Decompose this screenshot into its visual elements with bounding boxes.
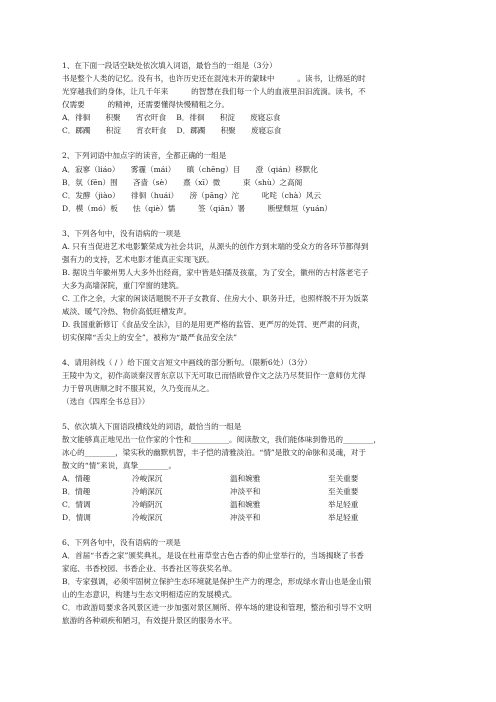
q3-line: 大多为高墙深院，重门窄窗的建筑。 [62,281,184,290]
q2-option: B．氛（fēn）围 吝啬（sè） 熹（xī）微 束（shù）之高阁 [62,178,303,187]
q5-line: 冰心的________，梁实秋的幽默机智，丰子恺的清雅淡泊。“情”是散文的命脉和灵魂，对于 [62,448,366,457]
q1-title: 1、在下面一段话空缺处依次填入词语，最恰当的一组是（3分） [62,61,277,70]
q5-line: 散文的“情”来说，真挚________。 [62,461,177,470]
q3-line: 强有力的支持，艺术电影才能真正实现飞跃。 [62,255,214,264]
q4-source: （选自《四库全书总目》） [62,397,150,406]
q3-line: D. 我国重新修订《食品安全法》，目的是用更严格的监管、更严厉的处罚、更严肃的问责， [62,320,365,329]
q5-title: 5、依次填入下面语段横线处的词语，最恰当的一组是 [62,422,242,431]
q6-line: 旅游的各种顽疾和陋习，有效提升景区的服务水平。 [62,616,237,625]
q6-line: 家庭、书香校园、书香企业、书香社区等获奖名单。 [62,564,237,573]
q3-line: 咸淡、暖气冷热、物价高低旺槽发声。 [62,307,192,316]
q2-title: 2、下列词语中加点字的读音，全都正确的一组是 [62,151,227,160]
q1-option: A．徘徊 积聚 宵衣旰食 B．徘徊 积淀 废寝忘食 [62,113,281,122]
q3-title: 3、下列各句中，没有语病的一项是 [62,229,181,238]
q3-line: 切实保障“舌尖上的安全”，被称为“最严食品安全法” [62,333,237,342]
q2-option: A．寂寥（liáo） 雾霾（mái） 瞋（chēng）目 澄（qián）移默化 [62,165,318,174]
q4-line: 王陵中为文，初作高谈秦汉晋东京以下无可取已而悟欧曾作文之法乃尽焚旧作一意师仿尤得 [62,371,366,380]
q5-option: A．情趣 冷峻深沉 温和婉雅 至关重要 [62,474,359,483]
q1-option: C．踯躅 积淀 宵衣旰食 D．踯躅 积聚 废寝忘食 [62,126,282,135]
q2-option: C．发酵（jiào） 徘徊（huái） 滂（pāng）沱 叱咤（chà）风云 [62,191,322,200]
q1-line: 仅需要 的精神，还需要懂得快慢精粗之分。 [62,100,230,109]
q5-option: D．情调 冷峻深沉 冲淡平和 举足轻重 [62,513,359,522]
q3-line: A. 只有当促进艺术电影繁荣成为社会共识，从源头的创作方到末端的受众方的各环节都得到 [62,242,369,251]
q6-title: 6、下列各句中，没有语病的一项是 [62,538,181,547]
q1-line: 光穿越我们的身体，让几千年来 的智慧在我们每一个人的血液里汩汩流淌。读书，不 [62,87,366,96]
q4-title: 4、请用斜线（ / ）给下面文言短文中画线的部分断句。（限断6处）（3分） [62,358,312,367]
q4-line: 力于曾巩唐顺之时不服其说，久乃变而从之。 [62,384,214,393]
q6-line: C．市政游局要求各风景区进一步加强对景区厕所、停车场的建设和管理，整治和引导不文明 [62,603,372,612]
q6-line: B．专家强调，必须牢固树立保护生态环境就是保护生产力的理念，形成绿水青山也是金山银 [62,577,372,586]
q3-line: C. 工作之余，大家的闲谈话题脱不开子女教育、住房大小、职务升迁，也照样脱不开为饭菜 [62,294,369,303]
q5-option: B．情趣 冷峭深沉 冲淡平和 至关重要 [62,487,359,496]
q5-option: C．情调 冷峭阴沉 温和婉雅 举足轻重 [62,500,359,509]
q5-line: 散文能够真正地见出一位作家的个性和__________。阅读散文，我们能体味到鲁迅的________， [62,435,381,444]
q6-line: A．首届“书香之家”颁奖典礼，是设在杜甫草堂古色古香的仰止堂举行的，当场揭晓了书香 [62,551,364,560]
q1-line: 书是整个人类的记忆。没有书，也许历史还在混沌未开的蒙昧中 。读书，让绵延的时 [62,74,366,83]
q2-option: D．模（mó）板 怯（qiè）懦 签（qiān）署 断壁颓垣（yuán） [62,204,332,213]
q3-line: B. 据说当年徽州男人大多外出经商，家中皆是妇孺及孩童，为了安全，徽州的古村落老宅子 [62,268,369,277]
q6-line: 山的生态意识，构建与生态文明相适应的发展模式。 [62,590,237,599]
